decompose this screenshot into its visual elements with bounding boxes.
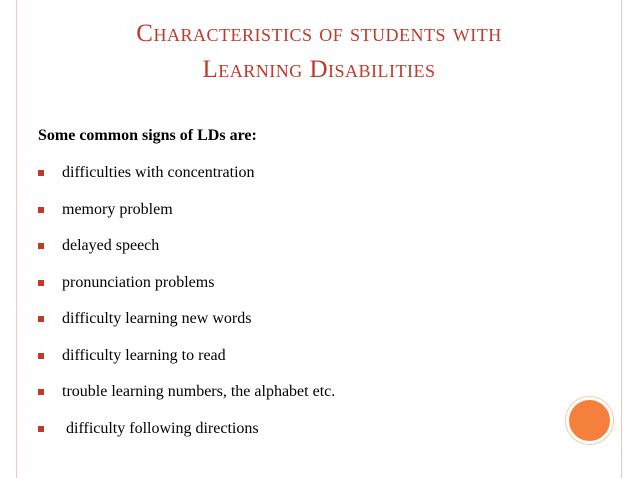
square-bullet-icon [38, 389, 44, 395]
list-item-text: difficulty learning new words [62, 310, 252, 327]
square-bullet-icon [38, 243, 44, 249]
list-item [38, 201, 335, 219]
list-item [38, 420, 335, 438]
list-heading: Some common signs of LDs are: [38, 127, 257, 144]
title-line-1: Characteristics of students with [136, 20, 502, 47]
list-item [38, 347, 335, 365]
list-item-text: difficulty learning to read [62, 346, 226, 364]
square-bullet-icon [38, 207, 44, 213]
list-item-text: delayed speech [62, 237, 160, 254]
square-bullet-icon [38, 316, 44, 322]
list-item [38, 237, 335, 255]
list-item-text: pronunciation problems [62, 273, 215, 291]
square-bullet-icon [38, 280, 44, 286]
title-line-2: Learning Disabilities [202, 56, 436, 83]
decorative-orange-circle [566, 397, 613, 444]
list-item-text: trouble learning numbers, the alphabet etc. [62, 383, 336, 400]
list-item [38, 310, 335, 328]
slide-title [20, 16, 618, 88]
list-item-text: difficulties with concentration [62, 164, 255, 181]
right-border-rule [621, 0, 622, 478]
list-item [38, 164, 335, 182]
square-bullet-icon [38, 426, 44, 432]
left-border-rule [16, 0, 17, 478]
list-item [38, 274, 335, 292]
square-bullet-icon [38, 353, 44, 359]
list-item-text: difficulty following directions [62, 419, 259, 437]
list-item-text: memory problem [62, 200, 173, 218]
list-item [38, 383, 335, 401]
square-bullet-icon [38, 170, 44, 176]
signs-list [38, 164, 335, 456]
